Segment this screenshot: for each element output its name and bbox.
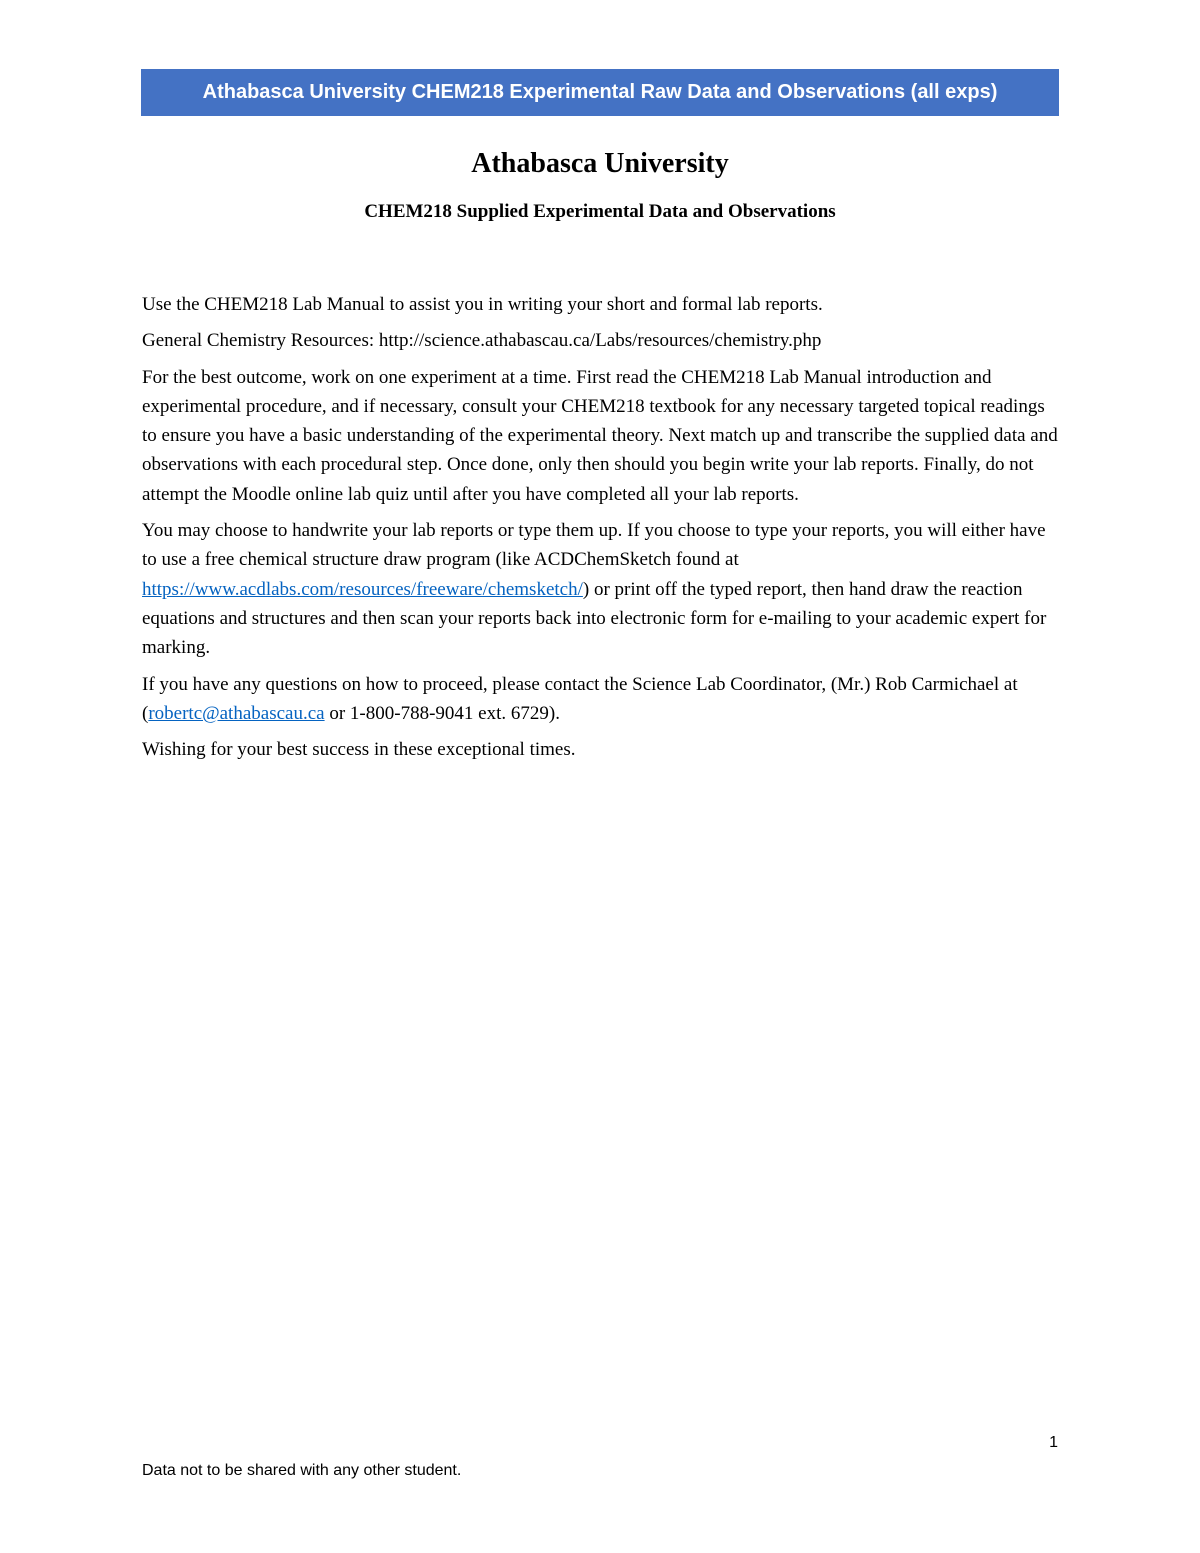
paragraph-wishes: Wishing for your best success in these exceptional times. [142,739,576,761]
paragraph-lab-manual: Use the CHEM218 Lab Manual to assist you in writing your short and formal lab reports. [142,294,823,315]
document-subtitle: CHEM218 Supplied Experimental Data and Observations [364,201,836,222]
email-link[interactable]: robertc@athabascau.ca [148,702,325,724]
paragraph-lab-reports-start: You may choose to handwrite your lab reports or type them up. If you choose to type your reports, you will either have to use a free chemical structure draw program (like ACDChemSketch found at [142,520,1046,571]
paragraph-lab-reports [142,516,1062,662]
paragraph-best-outcome: For the best outcome, work on one experiment at a time. First read the CHEM218 Lab Manual introduction and experimental procedure, and if necessary, consult your CHEM218 textbook for any necessary targeted topical readings to ensure you have a basic understanding of the experimental theory. Next match up and transcribe the supplied data and observations with each procedural step. Once done, only then should you begin write your lab reports. Finally, do not attempt the Moodle online lab quiz until after you have completed all your lab reports. [142,366,1058,505]
paragraph-lab-reports-end: ) or print off the typed report, then hand draw the reaction equations and structures and then scan your reports back into electronic form for e-mailing to your academic expert for marking. [142,578,1047,659]
header-banner-text: Athabasca University CHEM218 Experimental Raw Data and Observations (all exps) [202,81,998,103]
document-body [142,290,1062,771]
document-title: Athabasca University [471,148,729,179]
paragraph-resources: General Chemistry Resources: http://science.athabascau.ca/Labs/resources/chemistry.php [142,330,822,352]
paragraph-contact-start: If you have any questions on how to proceed, please contact the Science Lab Coordinator, (Mr.) Rob Carmichael at ( [142,673,1018,724]
paragraph-contact [142,670,1062,729]
footer-note: Data not to be shared with any other student. [142,1462,462,1479]
paragraph-contact-end: or 1-800-788-9041 ext. 6729). [324,702,560,724]
page-number: 1 [1049,1434,1058,1451]
header-banner [141,69,1059,116]
chemsketch-link[interactable]: https://www.acdlabs.com/resources/freeware/chemsketch/ [142,578,583,600]
